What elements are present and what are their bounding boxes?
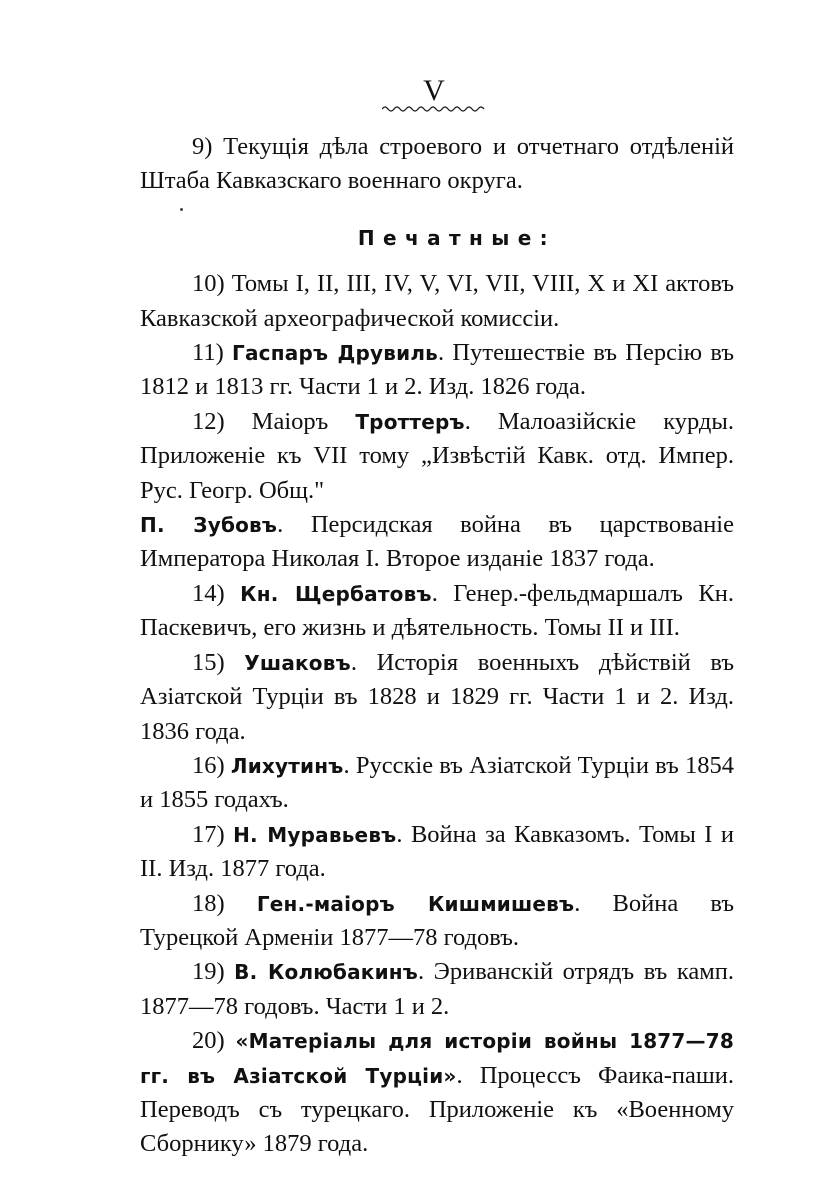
- entry-author: Кн. Щербатовъ: [240, 581, 432, 606]
- entry-author: В. Колюбакинъ: [234, 960, 419, 985]
- entry-title: . Генер.-фельдмаршалъ Кн. Паскевичъ, его жизнь и дѣятельность. Томы II и III.: [140, 579, 734, 642]
- entry-17: [140, 818, 734, 887]
- entry-12: [140, 405, 734, 508]
- entry-16: [140, 749, 734, 818]
- entry-author: Ген.-маіоръ Кишмишевъ: [256, 891, 575, 916]
- entry-number: 19): [192, 958, 235, 986]
- entry-number: 20): [192, 1027, 236, 1055]
- section-heading: Печатные:: [357, 225, 557, 250]
- entry-author: П. Зубовъ: [140, 513, 278, 538]
- entry-20: [140, 1024, 734, 1162]
- entry-number: 15): [192, 648, 245, 676]
- entry-title: . Эриванскій отрядъ въ камп. 1877—78 годовъ. Части 1 и 2.: [140, 958, 734, 1020]
- entry-number: 17): [192, 820, 234, 848]
- entry-title: . Путешествіе въ Персію въ 1812 и 1813 гг. Части 1 и 2. Изд. 1826 года.: [140, 339, 734, 401]
- entry-author: Троттеръ: [355, 409, 465, 434]
- entry-15: [140, 646, 734, 749]
- entry-title: . Малоазійскіе курды. Приложеніе къ VII тому „Извѣстій Кавк. отд. Импер. Рус. Геогр. Общ.": [140, 407, 734, 504]
- entry-author: Ушаковъ: [244, 650, 351, 675]
- entry-13: [140, 508, 734, 577]
- entry-19: [140, 955, 734, 1024]
- entry-11: [140, 336, 734, 405]
- page-number: V: [423, 74, 445, 107]
- entry-title: . Война за Кавказомъ. Томы I и II. Изд. 1877 года.: [140, 820, 734, 883]
- entry-title: . Персидская война въ царствованіе Императора Николая I. Второе изданіе 1837 года.: [140, 511, 734, 573]
- entry-author: Гаспаръ Друвиль: [232, 341, 439, 366]
- entry-14: [140, 577, 734, 646]
- entry-title: . Русскіе въ Азіатской Турціи въ 1854 и 1855 годахъ.: [140, 751, 734, 814]
- entry-title: . Процессъ Фаика-паши. Переводъ съ турецкаго. Приложеніе къ «Военному Сборнику» 1879 года.: [140, 1061, 734, 1158]
- entry-number: 16): [192, 751, 231, 779]
- entry-author: «Матеріалы для исторіи войны 1877—78 гг. въ Азіатской Турціи»: [140, 1029, 734, 1088]
- entry-number: 11): [192, 339, 233, 367]
- entry-number: 14): [192, 579, 241, 607]
- entry-author: Лихутинъ: [230, 753, 344, 778]
- entry-title: . Война въ Турецкой Арменіи 1877—78 годовъ.: [140, 889, 734, 951]
- entry-prefix: 12) Маіоръ: [192, 407, 356, 435]
- entry-number: 18): [192, 889, 257, 917]
- entry-title: . Исторія военныхъ дѣйствій въ Азіатской Турціи въ 1828 и 1829 гг. Части 1 и 2. Изд. 1836 года.: [140, 648, 734, 745]
- entry-10: 10) Томы I, II, III, IV, V, VI, VII, VIII, X и XI актовъ Кавказской археографической комиссіи.: [140, 270, 734, 332]
- entry-author: Н. Муравьевъ: [233, 822, 397, 847]
- entry-18: [140, 887, 734, 956]
- entry-9: 9) Текущія дѣла строевого и отчетнаго отдѣленій Штаба Кавказскаго военнаго округа.: [140, 133, 734, 195]
- ornamental-rule: [382, 104, 488, 112]
- body-text: [140, 130, 734, 1162]
